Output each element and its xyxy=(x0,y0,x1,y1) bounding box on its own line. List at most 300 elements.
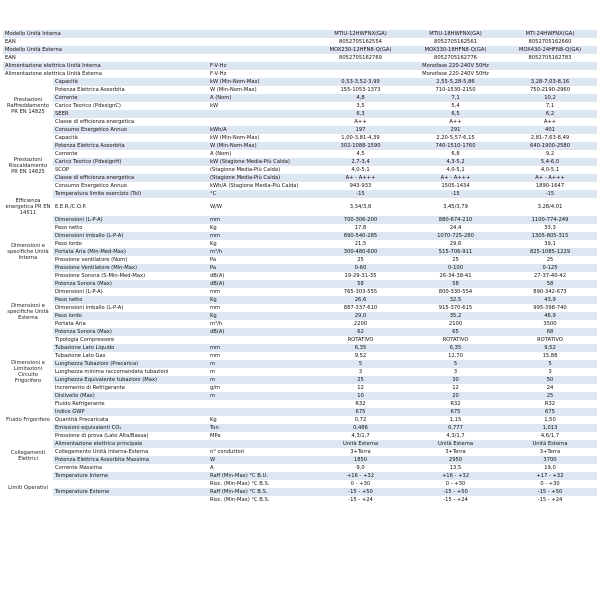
value-cell-model-1: R32 xyxy=(313,400,408,408)
value-cell-model-2: 2100 xyxy=(408,320,503,328)
row-label: Alimentazione elettrica principale xyxy=(53,440,208,448)
value-cell-model-1: -15 xyxy=(313,190,408,198)
value-cell-model-1: 0,72 xyxy=(313,416,408,424)
row-unit: A (Nom) xyxy=(208,94,313,102)
row-label: Alimentazione elettrica Unità Esterna xyxy=(3,70,208,78)
row-unit: W (Min-Nom-Max) xyxy=(208,86,313,94)
value-cell-model-1: +16 - +32 xyxy=(313,472,408,480)
value-cell-model-3: MOX430-24HFN8-Q(GA) xyxy=(503,46,597,54)
value-cell-model-1: -15 - +50 xyxy=(313,488,408,496)
row-unit: A xyxy=(208,464,313,472)
value-cell-model-2: 6,35 xyxy=(408,344,503,352)
value-cell-model-3: -15 - +24 xyxy=(503,496,597,504)
value-cell-model-3: MTI-24HWFNX(GA) xyxy=(503,30,597,38)
value-cell-model-2: 2,20-5,57-6,15 xyxy=(408,134,503,142)
value-cell-model-2: ROTATIVO xyxy=(408,336,503,344)
value-cell-model-2: A+ - A+++ xyxy=(408,174,503,182)
row-unit: Risc. (Min-Max) °C B.S. xyxy=(208,480,313,488)
spec-row xyxy=(3,118,597,126)
spec-row xyxy=(3,46,597,54)
value-cell-model-3: 68 xyxy=(503,328,597,336)
value-cell-model-1: 887-337-610 xyxy=(313,304,408,312)
row-unit: mm xyxy=(208,288,313,296)
value-cell-model-3: 5 xyxy=(503,360,597,368)
spec-row xyxy=(3,182,597,190)
value-cell-model-2: 13,5 xyxy=(408,464,503,472)
value-cell-model-1: 58 xyxy=(313,280,408,288)
row-unit: Raff (Min-Max) °C B.U. xyxy=(208,472,313,480)
row-unit: Risc. (Min-Max) °C B.S. xyxy=(208,496,313,504)
spec-row xyxy=(3,320,597,328)
row-label: Consumo Energetico Annuo xyxy=(53,182,208,190)
value-cell-model-1: 10 xyxy=(313,392,408,400)
spec-row xyxy=(3,448,597,456)
row-label: Portata Aria xyxy=(53,320,208,328)
row-unit xyxy=(208,30,313,38)
row-unit: (Stagione Media-Più Calda) xyxy=(208,174,313,182)
value-cell-model-2: 32,5 xyxy=(408,296,503,304)
value-cell-model-2: 1070-725-280 xyxy=(408,232,503,240)
value-cell-model-3: 4,0-5,1 xyxy=(503,166,597,174)
row-label: Temperature Interne xyxy=(53,472,208,480)
row-label: Corrente xyxy=(53,94,208,102)
value-cell-model-3: 15,88 xyxy=(503,352,597,360)
spec-row xyxy=(3,216,597,224)
spec-row xyxy=(3,328,597,336)
value-cell-model-1: 4,3/1,7 xyxy=(313,432,408,440)
spec-row xyxy=(3,312,597,320)
row-unit: Kg xyxy=(208,296,313,304)
row-unit: m³/h xyxy=(208,320,313,328)
row-label: Lunghezza Tubazioni (Precarica) xyxy=(53,360,208,368)
group-label: Fluido Frigorifero xyxy=(3,400,53,440)
value-cell-model-3: 401 xyxy=(503,126,597,134)
row-label: Dimensioni imballo (L-P-A) xyxy=(53,304,208,312)
value-cell-model-2: 0,777 xyxy=(408,424,503,432)
row-unit: m³/h xyxy=(208,248,313,256)
spec-row xyxy=(3,86,597,94)
row-label: Tipologia Compressore xyxy=(53,336,208,344)
row-label: Portata Aria (Min-Med-Max) xyxy=(53,248,208,256)
value-cell-model-2: 6,8 xyxy=(408,150,503,158)
row-unit: dB(A) xyxy=(208,328,313,336)
value-cell-model-3: -15 xyxy=(503,190,597,198)
value-cell-model-3: 46,9 xyxy=(503,312,597,320)
value-cell-model-1: -15 - +24 xyxy=(313,496,408,504)
spec-row xyxy=(3,110,597,118)
spec-row xyxy=(3,272,597,280)
spec-row xyxy=(3,174,597,182)
row-label: Tubazione Lato Gas xyxy=(53,352,208,360)
spec-row xyxy=(3,240,597,248)
spec-table xyxy=(3,30,597,504)
group-label: Prestazioni Raffreddamento PR EN 14825 xyxy=(3,78,53,134)
row-unit xyxy=(208,38,313,46)
spec-row xyxy=(3,480,597,488)
row-label: Peso lordo xyxy=(53,240,208,248)
row-label: Potenza Elettrica Assorbita Massima xyxy=(53,456,208,464)
spec-row xyxy=(3,70,597,78)
row-label: Consumo Energetico Annuo xyxy=(53,126,208,134)
value-cell-model-3: 19,0 xyxy=(503,464,597,472)
row-unit xyxy=(208,118,313,126)
value-cell-model-2: 515-706-911 xyxy=(408,248,503,256)
value-cell-model-3: 890-342-673 xyxy=(503,288,597,296)
row-label: Peso netto xyxy=(53,224,208,232)
value-cell-model-1: ROTATIVO xyxy=(313,336,408,344)
row-label: Capacità xyxy=(53,134,208,142)
value-cell-model-1: 17,8 xyxy=(313,224,408,232)
value-cell-model-1: 765-303-555 xyxy=(313,288,408,296)
row-label: Temperature Esterne xyxy=(53,488,208,496)
row-label: Incremento di Refrigerante xyxy=(53,384,208,392)
value-cell-model-2: 58 xyxy=(408,280,503,288)
value-cell-model-1: 890-540-285 xyxy=(313,232,408,240)
value-cell-model-1: 3,34/3,8 xyxy=(313,198,408,216)
value-cell-model-1 xyxy=(313,62,408,70)
row-unit: mm xyxy=(208,352,313,360)
spec-row xyxy=(3,368,597,376)
row-unit xyxy=(208,54,313,62)
row-unit: Kg xyxy=(208,312,313,320)
group-label: Collegamenti Elettrici xyxy=(3,440,53,472)
value-cell-model-2: -15 - +24 xyxy=(408,496,503,504)
spec-row xyxy=(3,488,597,496)
value-cell-model-2: 65 xyxy=(408,328,503,336)
row-label: Peso netto xyxy=(53,296,208,304)
value-cell-model-2: 710-1530-2150 xyxy=(408,86,503,94)
value-cell-model-2: 915-370-615 xyxy=(408,304,503,312)
group-label: Efficienza energetica PR EN 14511 xyxy=(3,198,53,216)
value-cell-model-3 xyxy=(503,62,597,70)
row-unit: Ton xyxy=(208,424,313,432)
row-unit xyxy=(208,408,313,416)
row-unit: (Stagione Media-Più Calda) xyxy=(208,166,313,174)
group-label: Prestazioni Riscaldamento PR EN 14825 xyxy=(3,134,53,198)
row-unit: °C xyxy=(208,190,313,198)
spec-row xyxy=(3,496,597,504)
value-cell-model-3: 33,3 xyxy=(503,224,597,232)
value-cell-model-2: 4,3/1,7 xyxy=(408,432,503,440)
value-cell-model-2: 12 xyxy=(408,384,503,392)
row-label: Carico Teorico (PdesignC) xyxy=(53,102,208,110)
value-cell-model-2: 25 xyxy=(408,256,503,264)
value-cell-model-1: 4,0-5,1 xyxy=(313,166,408,174)
value-cell-model-1: A++ xyxy=(313,118,408,126)
value-cell-model-1: 1850 xyxy=(313,456,408,464)
value-cell-model-2: 0 - +30 xyxy=(408,480,503,488)
value-cell-model-3: 39,1 xyxy=(503,240,597,248)
spec-row xyxy=(3,336,597,344)
value-cell-model-2: +16 - +32 xyxy=(408,472,503,480)
row-label: Peso lordo xyxy=(53,312,208,320)
value-cell-model-1: 943-933 xyxy=(313,182,408,190)
row-label: Dimensioni imballo (L-P-A) xyxy=(53,232,208,240)
row-unit: mm xyxy=(208,216,313,224)
value-cell-model-1: 4,5 xyxy=(313,150,408,158)
spec-row xyxy=(3,198,597,216)
row-unit: A (Nom) xyxy=(208,150,313,158)
spec-row xyxy=(3,432,597,440)
value-cell-model-2: MOX330-18HFN8-Q(GA) xyxy=(408,46,503,54)
value-cell-model-3: A+ - A+++ xyxy=(503,174,597,182)
row-label: Lunghezza Equivalente tubazioni (Max) xyxy=(53,376,208,384)
row-label: Classe di efficienza energetica xyxy=(53,174,208,182)
value-cell-model-2: Unità Esterna xyxy=(408,440,503,448)
value-cell-model-1: Unità Esterna xyxy=(313,440,408,448)
spec-row xyxy=(3,264,597,272)
value-cell-model-3: 0-125 xyxy=(503,264,597,272)
value-cell-model-3: 2,81-7,63-8,49 xyxy=(503,134,597,142)
row-label: Indice GWP xyxy=(53,408,208,416)
value-cell-model-3: 43,9 xyxy=(503,296,597,304)
value-cell-model-2: MTIU-18HWFNX(GA) xyxy=(408,30,503,38)
row-label: Temperatura limite esercizio (Tol) xyxy=(53,190,208,198)
value-cell-model-3: 9,52 xyxy=(503,344,597,352)
value-cell-model-2: 7,1 xyxy=(408,94,503,102)
value-cell-model-3: 995-398-740 xyxy=(503,304,597,312)
value-cell-model-2: 35,2 xyxy=(408,312,503,320)
value-cell-model-2: 2,55-5,28-5,86 xyxy=(408,78,503,86)
value-cell-model-1: A+ - A+++ xyxy=(313,174,408,182)
row-unit: m xyxy=(208,376,313,384)
spec-row xyxy=(3,408,597,416)
row-unit xyxy=(208,110,313,118)
row-unit: mm xyxy=(208,232,313,240)
value-cell-model-3: 58 xyxy=(503,280,597,288)
spec-row xyxy=(3,158,597,166)
value-cell-model-3: 8052705162660 xyxy=(503,38,597,46)
row-unit xyxy=(208,440,313,448)
row-unit: Kg xyxy=(208,416,313,424)
row-label: Potenza Sonora (Max) xyxy=(53,280,208,288)
row-label: Potenza Sonora (Max) xyxy=(53,328,208,336)
value-cell-model-1: 155-1053-1373 xyxy=(313,86,408,94)
value-cell-model-1: 62 xyxy=(313,328,408,336)
value-cell-model-3: R32 xyxy=(503,400,597,408)
value-cell-model-2: 24,4 xyxy=(408,224,503,232)
value-cell-model-3: 0 - +30 xyxy=(503,480,597,488)
value-cell-model-2: 6,5 xyxy=(408,110,503,118)
row-unit: kWh/A (Stagione Media-Più Calda) xyxy=(208,182,313,190)
spec-row xyxy=(3,166,597,174)
value-cell-model-3: 25 xyxy=(503,392,597,400)
value-cell-model-1: 5 xyxy=(313,360,408,368)
row-unit xyxy=(208,46,313,54)
row-label: Modello Unità Esterna xyxy=(3,46,208,54)
spec-row xyxy=(3,30,597,38)
value-cell-model-1: 3,5 xyxy=(313,102,408,110)
row-unit xyxy=(208,400,313,408)
spec-row xyxy=(3,304,597,312)
spec-row xyxy=(3,400,597,408)
value-cell-model-3: 3,28-7,03-8,16 xyxy=(503,78,597,86)
row-label: E.E.R./C.O.P. xyxy=(53,198,208,216)
row-label: Tubazione Lato Liquido xyxy=(53,344,208,352)
value-cell-model-1: 6,35 xyxy=(313,344,408,352)
row-unit: W/W xyxy=(208,198,313,216)
row-label: Capacità xyxy=(53,78,208,86)
row-unit: Raff (Min-Max) °C B.S. xyxy=(208,488,313,496)
group-label: Dimensioni e Limitazioni Circuito Frigorifero xyxy=(3,344,53,400)
value-cell-model-1: 0,486 xyxy=(313,424,408,432)
spec-row xyxy=(3,190,597,198)
row-unit: dB(A) xyxy=(208,272,313,280)
value-cell-model-1: 3 xyxy=(313,368,408,376)
spec-row xyxy=(3,464,597,472)
value-cell-model-3: 9,2 xyxy=(503,150,597,158)
row-label: SEER xyxy=(53,110,208,118)
row-label: Pressione di prova (Lato Alta/Bassa) xyxy=(53,432,208,440)
spec-row xyxy=(3,296,597,304)
row-label xyxy=(53,496,208,504)
row-unit: Kg xyxy=(208,224,313,232)
spec-row xyxy=(3,352,597,360)
value-cell-model-3: 1,013 xyxy=(503,424,597,432)
value-cell-model-3: 3+Terra xyxy=(503,448,597,456)
value-cell-model-1: MOX230-12HFN8-Q(GA) xyxy=(313,46,408,54)
value-cell-model-1: 26,6 xyxy=(313,296,408,304)
row-label: Collegamento Unità Interna-Esterna xyxy=(53,448,208,456)
row-label: Alimentazione elettrica Unità Interna xyxy=(3,62,208,70)
value-cell-model-2: 8052705162776 xyxy=(408,54,503,62)
value-cell-model-1: 19-29-31-35 xyxy=(313,272,408,280)
row-label: Pressione Sonora (S-Min-Med-Max) xyxy=(53,272,208,280)
value-cell-model-1: 0,53-3,52-3,99 xyxy=(313,78,408,86)
value-cell-model-3: 3500 xyxy=(503,320,597,328)
spec-row xyxy=(3,424,597,432)
spec-row xyxy=(3,54,597,62)
value-cell-model-2: 880-674-210 xyxy=(408,216,503,224)
spec-row xyxy=(3,134,597,142)
spec-row xyxy=(3,288,597,296)
value-cell-model-3: 825-1085-1229 xyxy=(503,248,597,256)
value-cell-model-2: 800-330-554 xyxy=(408,288,503,296)
value-cell-model-1: 9,52 xyxy=(313,352,408,360)
spec-row xyxy=(3,472,597,480)
value-cell-model-1: MTIU-12HWFNX(GA) xyxy=(313,30,408,38)
row-unit: MPa xyxy=(208,432,313,440)
row-unit: mm xyxy=(208,344,313,352)
row-unit: F-V-Hz xyxy=(208,70,313,78)
row-unit: m xyxy=(208,392,313,400)
value-cell-model-1: 8052705162554 xyxy=(313,38,408,46)
spec-row xyxy=(3,62,597,70)
row-label: SCOP xyxy=(53,166,208,174)
row-unit: Pa xyxy=(208,264,313,272)
row-label: Potenza Elettrica Assorbita xyxy=(53,86,208,94)
value-cell-model-1: 0 - +30 xyxy=(313,480,408,488)
spec-row xyxy=(3,416,597,424)
spec-row xyxy=(3,376,597,384)
value-cell-model-3: 4,6/1,7 xyxy=(503,432,597,440)
value-cell-model-2: 1505-1434 xyxy=(408,182,503,190)
row-unit: kW xyxy=(208,102,313,110)
value-cell-model-2: -15 xyxy=(408,190,503,198)
row-unit: mm xyxy=(208,304,313,312)
value-cell-model-1: 197 xyxy=(313,126,408,134)
row-unit: Pa xyxy=(208,256,313,264)
value-cell-model-2: 29,6 xyxy=(408,240,503,248)
spec-row xyxy=(3,344,597,352)
row-label: Modello Unità Interna xyxy=(3,30,208,38)
row-label: Dislivello (Max) xyxy=(53,392,208,400)
value-cell-model-3: 27-37-40-42 xyxy=(503,272,597,280)
value-cell-model-3: ROTATIVO xyxy=(503,336,597,344)
spec-row xyxy=(3,360,597,368)
value-cell-model-2: A++ xyxy=(408,118,503,126)
row-label: Pressione Ventilatore (Min-Max) xyxy=(53,264,208,272)
value-cell-model-1: 29,0 xyxy=(313,312,408,320)
value-cell-model-2: 740-1510-1760 xyxy=(408,142,503,150)
row-label: Corrente xyxy=(53,150,208,158)
spec-row xyxy=(3,102,597,110)
spec-row xyxy=(3,384,597,392)
row-unit xyxy=(208,336,313,344)
value-cell-model-3: 7,1 xyxy=(503,102,597,110)
value-cell-model-1: 25 xyxy=(313,376,408,384)
row-unit: F-V-Hz xyxy=(208,62,313,70)
value-cell-model-3: 1890-1647 xyxy=(503,182,597,190)
value-cell-model-2: 2950 xyxy=(408,456,503,464)
value-cell-model-1: 6,3 xyxy=(313,110,408,118)
row-unit: kW (Stagione Media-Più Calda) xyxy=(208,158,313,166)
row-unit: n° conduttori xyxy=(208,448,313,456)
value-cell-model-2: 3 xyxy=(408,368,503,376)
value-cell-model-1: 12 xyxy=(313,384,408,392)
value-cell-model-2: 675 xyxy=(408,408,503,416)
value-cell-model-1: 675 xyxy=(313,408,408,416)
row-label: Lunghezza minima raccomandata tubazioni xyxy=(53,368,208,376)
value-cell-model-1: 700-306-200 xyxy=(313,216,408,224)
value-cell-model-3: 25 xyxy=(503,256,597,264)
value-cell-model-3: 50 xyxy=(503,376,597,384)
row-label: Corrente Massima xyxy=(53,464,208,472)
row-unit: W (Min-Nom-Max) xyxy=(208,142,313,150)
value-cell-model-2: 4,0-5,1 xyxy=(408,166,503,174)
value-cell-model-3: 6,2 xyxy=(503,110,597,118)
row-unit: m xyxy=(208,360,313,368)
value-cell-model-1: 4,8 xyxy=(313,94,408,102)
row-label: EAN xyxy=(3,54,208,62)
value-cell-model-1 xyxy=(313,70,408,78)
value-cell-model-3: 1305-805-315 xyxy=(503,232,597,240)
value-cell-model-2: 20 xyxy=(408,392,503,400)
value-cell-model-3: Unità Esterna xyxy=(503,440,597,448)
value-cell-model-1: 3+Terra xyxy=(313,448,408,456)
value-cell-model-2: 291 xyxy=(408,126,503,134)
value-cell-model-3: 640-1900-2580 xyxy=(503,142,597,150)
value-cell-model-3: 1100-774-249 xyxy=(503,216,597,224)
value-cell-model-3: 3700 xyxy=(503,456,597,464)
row-unit: kW (Min-Nom-Max) xyxy=(208,134,313,142)
row-unit: kW (Min-Nom-Max) xyxy=(208,78,313,86)
value-cell-model-3: 5,4-6,0 xyxy=(503,158,597,166)
row-label: EAN xyxy=(3,38,208,46)
value-cell-model-1: 9,0 xyxy=(313,464,408,472)
value-cell-model-2: 26-34-38-41 xyxy=(408,272,503,280)
value-cell-model-2: 1,15 xyxy=(408,416,503,424)
row-label: Classe di efficienza energetica xyxy=(53,118,208,126)
value-cell-model-2: 12,70 xyxy=(408,352,503,360)
value-cell-model-3: 24 xyxy=(503,384,597,392)
spec-row xyxy=(3,440,597,448)
value-cell-model-2: 30 xyxy=(408,376,503,384)
row-label: Potenza Elettrica Assorbita xyxy=(53,142,208,150)
value-cell-model-2: 0-100 xyxy=(408,264,503,272)
spec-row xyxy=(3,224,597,232)
value-cell-model-3: 1,50 xyxy=(503,416,597,424)
